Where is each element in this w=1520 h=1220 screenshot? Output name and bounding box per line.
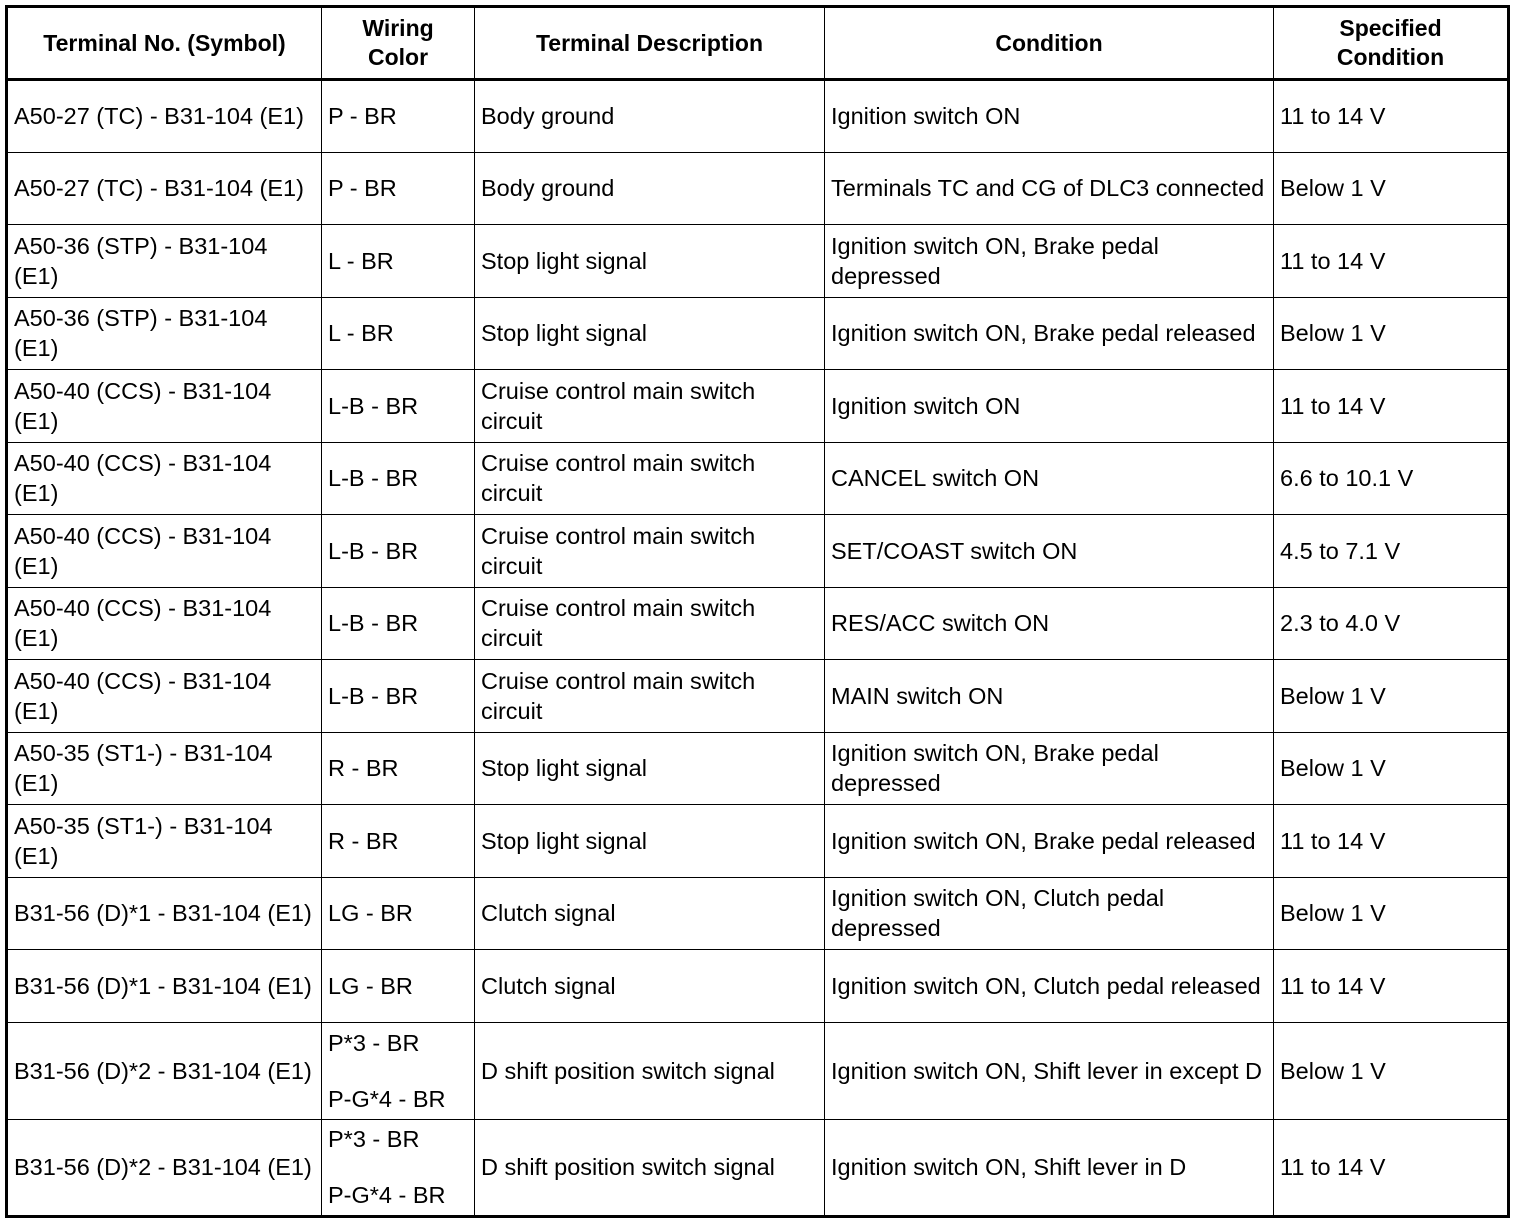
cell-wiring <box>322 805 475 878</box>
cell-specified: Below 1 V <box>1274 660 1509 733</box>
header-specified: Specified Condition <box>1274 7 1509 80</box>
wiring-line: L-B - BR <box>328 682 419 709</box>
wiring-line: L-B - BR <box>328 610 419 637</box>
cell-wiring <box>322 950 475 1023</box>
cell-terminal: B31-56 (D)*1 - B31-104 (E1) <box>7 950 322 1023</box>
cell-wiring <box>322 660 475 733</box>
cell-specified: Below 1 V <box>1274 877 1509 950</box>
header-row <box>7 7 1509 80</box>
cell-condition: Ignition switch ON, Clutch pedal released <box>825 950 1274 1023</box>
cell-wiring <box>322 732 475 805</box>
cell-wiring <box>322 80 475 153</box>
cell-specified: 6.6 to 10.1 V <box>1274 442 1509 515</box>
cell-specified: 2.3 to 4.0 V <box>1274 587 1509 660</box>
cell-wiring <box>322 370 475 443</box>
cell-condition: Ignition switch ON, Brake pedal released <box>825 297 1274 370</box>
cell-specified: Below 1 V <box>1274 732 1509 805</box>
cell-specified: 11 to 14 V <box>1274 370 1509 443</box>
wiring-line: LG - BR <box>328 900 413 927</box>
cell-description: Clutch signal <box>475 950 825 1023</box>
table-row <box>7 515 1509 588</box>
cell-wiring <box>322 1119 475 1216</box>
cell-terminal: A50-40 (CCS) - B31-104 (E1) <box>7 370 322 443</box>
wiring-line: P*3 - BR <box>328 1126 420 1152</box>
cell-specified: 11 to 14 V <box>1274 80 1509 153</box>
header-wiring: Wiring Color <box>322 7 475 80</box>
table-row <box>7 80 1509 153</box>
cell-specified: 11 to 14 V <box>1274 805 1509 878</box>
cell-condition: Ignition switch ON, Shift lever in except D <box>825 1022 1274 1119</box>
cell-terminal: A50-36 (STP) - B31-104 (E1) <box>7 297 322 370</box>
wiring-line: L-B - BR <box>328 392 419 419</box>
table-row <box>7 152 1509 225</box>
cell-description: Cruise control main switch circuit <box>475 515 825 588</box>
header-terminal: Terminal No. (Symbol) <box>7 7 322 80</box>
header-description: Terminal Description <box>475 7 825 80</box>
cell-description: Stop light signal <box>475 732 825 805</box>
table-row <box>7 587 1509 660</box>
cell-wiring <box>322 877 475 950</box>
cell-condition: SET/COAST switch ON <box>825 515 1274 588</box>
header-condition: Condition <box>825 7 1274 80</box>
cell-condition: Ignition switch ON, Clutch pedal depressed <box>825 877 1274 950</box>
wiring-line: P - BR <box>328 175 397 202</box>
cell-description: Cruise control main switch circuit <box>475 660 825 733</box>
cell-terminal: A50-40 (CCS) - B31-104 (E1) <box>7 515 322 588</box>
cell-wiring <box>322 297 475 370</box>
cell-description: D shift position switch signal <box>475 1022 825 1119</box>
cell-terminal: A50-40 (CCS) - B31-104 (E1) <box>7 660 322 733</box>
cell-condition: CANCEL switch ON <box>825 442 1274 515</box>
cell-terminal: A50-36 (STP) - B31-104 (E1) <box>7 225 322 298</box>
wiring-gap <box>328 1154 468 1180</box>
cell-wiring <box>322 152 475 225</box>
cell-specified: Below 1 V <box>1274 152 1509 225</box>
wiring-line: P-G*4 - BR <box>328 1182 446 1208</box>
wiring-line: L-B - BR <box>328 465 419 492</box>
cell-terminal: A50-27 (TC) - B31-104 (E1) <box>7 152 322 225</box>
cell-wiring <box>322 515 475 588</box>
cell-wiring <box>322 1022 475 1119</box>
wiring-line: R - BR <box>328 755 399 782</box>
cell-condition: Terminals TC and CG of DLC3 connected <box>825 152 1274 225</box>
table-row <box>7 442 1509 515</box>
table-row <box>7 877 1509 950</box>
wiring-line: P*3 - BR <box>328 1029 420 1056</box>
cell-specified: 11 to 14 V <box>1274 1119 1509 1216</box>
terminal-spec-table <box>5 5 1510 1218</box>
cell-terminal: A50-35 (ST1-) - B31-104 (E1) <box>7 732 322 805</box>
cell-terminal: A50-40 (CCS) - B31-104 (E1) <box>7 442 322 515</box>
cell-wiring <box>322 442 475 515</box>
cell-terminal: A50-35 (ST1-) - B31-104 (E1) <box>7 805 322 878</box>
cell-terminal: B31-56 (D)*2 - B31-104 (E1) <box>7 1119 322 1216</box>
wiring-line: L-B - BR <box>328 537 419 564</box>
wiring-gap <box>328 1058 468 1084</box>
cell-wiring <box>322 225 475 298</box>
cell-description: Stop light signal <box>475 225 825 298</box>
cell-description: Cruise control main switch circuit <box>475 442 825 515</box>
table-row <box>7 732 1509 805</box>
wiring-line: L - BR <box>328 320 394 347</box>
cell-description: Cruise control main switch circuit <box>475 370 825 443</box>
cell-description: D shift position switch signal <box>475 1119 825 1216</box>
cell-wiring <box>322 587 475 660</box>
cell-terminal: A50-27 (TC) - B31-104 (E1) <box>7 80 322 153</box>
wiring-line: L - BR <box>328 247 394 274</box>
cell-condition: Ignition switch ON, Brake pedal depressed <box>825 732 1274 805</box>
cell-specified: Below 1 V <box>1274 297 1509 370</box>
table-row <box>7 950 1509 1023</box>
cell-description: Stop light signal <box>475 297 825 370</box>
cell-description: Body ground <box>475 152 825 225</box>
cell-description: Cruise control main switch circuit <box>475 587 825 660</box>
wiring-line: LG - BR <box>328 972 413 999</box>
table-row <box>7 1119 1509 1216</box>
table-row <box>7 1022 1509 1119</box>
table-body <box>7 80 1509 1217</box>
cell-terminal: B31-56 (D)*2 - B31-104 (E1) <box>7 1022 322 1119</box>
table-row <box>7 370 1509 443</box>
wiring-line: P-G*4 - BR <box>328 1085 446 1112</box>
cell-condition: MAIN switch ON <box>825 660 1274 733</box>
cell-condition: Ignition switch ON <box>825 80 1274 153</box>
wiring-line: R - BR <box>328 827 399 854</box>
table-row <box>7 225 1509 298</box>
cell-condition: RES/ACC switch ON <box>825 587 1274 660</box>
cell-description: Body ground <box>475 80 825 153</box>
wiring-line: P - BR <box>328 103 397 130</box>
cell-specified: 11 to 14 V <box>1274 950 1509 1023</box>
cell-specified: Below 1 V <box>1274 1022 1509 1119</box>
table-row <box>7 297 1509 370</box>
table-row <box>7 805 1509 878</box>
cell-terminal: A50-40 (CCS) - B31-104 (E1) <box>7 587 322 660</box>
cell-specified: 4.5 to 7.1 V <box>1274 515 1509 588</box>
cell-condition: Ignition switch ON, Brake pedal depressed <box>825 225 1274 298</box>
cell-condition: Ignition switch ON, Shift lever in D <box>825 1119 1274 1216</box>
cell-specified: 11 to 14 V <box>1274 225 1509 298</box>
cell-terminal: B31-56 (D)*1 - B31-104 (E1) <box>7 877 322 950</box>
cell-condition: Ignition switch ON <box>825 370 1274 443</box>
cell-condition: Ignition switch ON, Brake pedal released <box>825 805 1274 878</box>
cell-description: Clutch signal <box>475 877 825 950</box>
cell-description: Stop light signal <box>475 805 825 878</box>
table-row <box>7 660 1509 733</box>
